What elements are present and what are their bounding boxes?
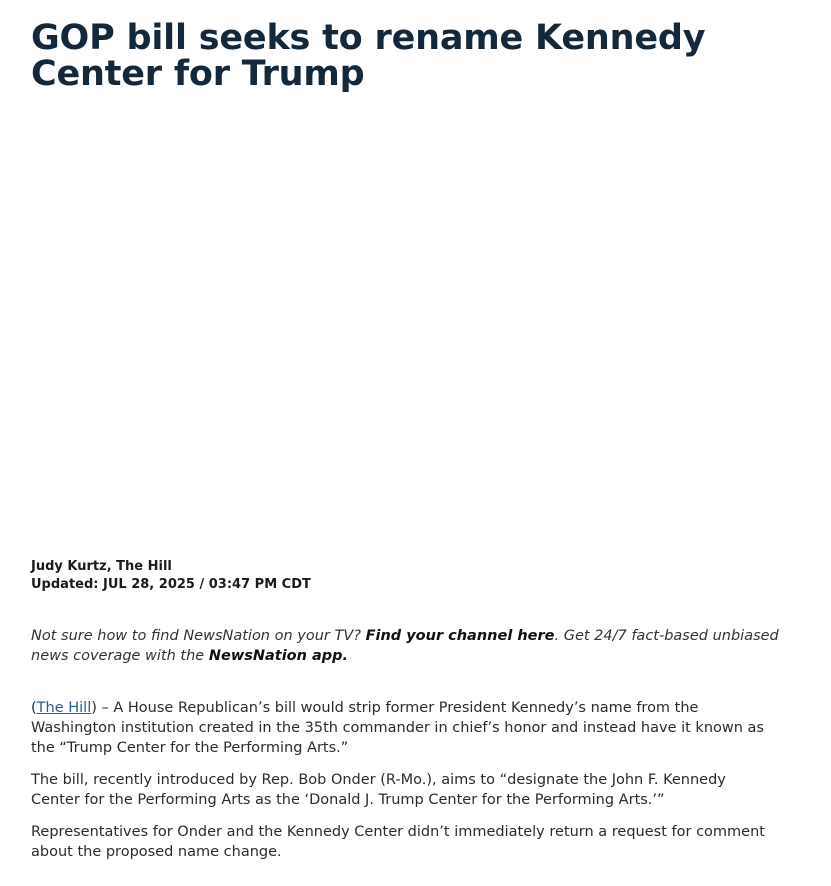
promo-text-2: . Get 24/7 fact-based unbiased news coverage with the — [31, 628, 779, 664]
paragraph-1-text: ) – A House Republican’s bill would strip former President Kennedy’s name from the Washington institution created in the 35th commander in chief’s honor and instead have it known as the “Trump Center for the Performing Arts.” — [31, 700, 764, 756]
paragraph-2: The bill, recently introduced by Rep. Bob Onder (R-Mo.), aims to “designate the John F. Kennedy Center for the Performing Arts as the ‘Donald J. Trump Center for the Performing Arts.’” — [31, 772, 726, 808]
media-placeholder — [31, 110, 791, 540]
author-name: Judy Kurtz, The Hill — [31, 559, 172, 574]
source-open-paren: ( — [31, 700, 37, 716]
updated-value: JUL 28, 2025 / 03:47 PM CDT — [103, 577, 311, 592]
promo-text-1: Not sure how to find NewsNation on your TV? — [31, 628, 361, 644]
newsnation-promo — [31, 626, 791, 666]
find-channel-link[interactable]: Find your channel here — [365, 628, 555, 644]
updated-label: Updated: — [31, 577, 99, 592]
byline — [31, 558, 311, 594]
newsnation-app-link[interactable]: NewsNation app. — [208, 648, 349, 664]
article-body — [31, 698, 771, 874]
article-headline: GOP bill seeks to rename Kennedy Center for Trump — [31, 18, 706, 94]
paragraph-3: Representatives for Onder and the Kennedy Center didn’t immediately return a request for comment about the proposed name change. — [31, 824, 765, 860]
paragraph-1 — [31, 698, 771, 758]
the-hill-link[interactable]: The Hill — [36, 700, 92, 716]
updated-timestamp — [31, 576, 311, 594]
